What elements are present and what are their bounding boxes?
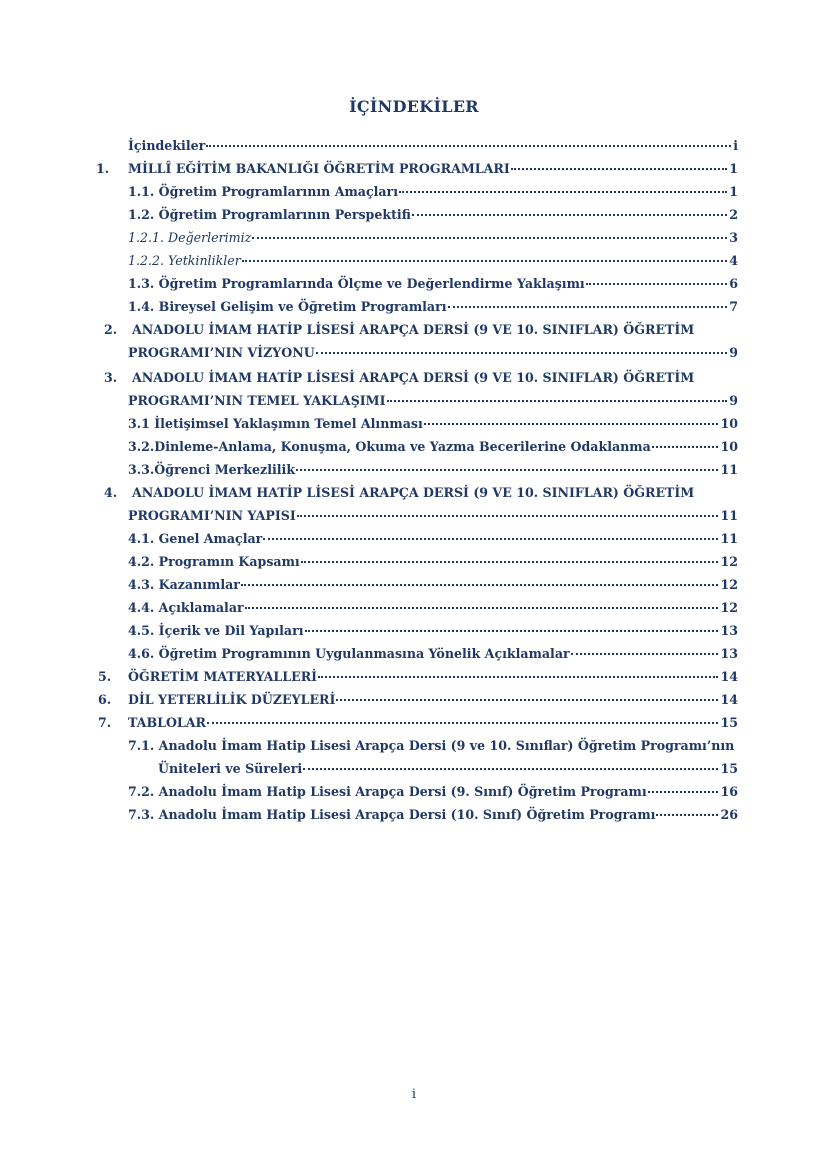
toc-entry-section-5[interactable] [128, 668, 738, 686]
toc-entry-1-2-2[interactable] [128, 252, 738, 270]
dot-leader [242, 250, 727, 262]
toc-entry-page: 14 [720, 669, 738, 684]
toc-entry-7-1[interactable] [158, 760, 738, 778]
toc-entry-page: 11 [720, 508, 738, 523]
dot-leader [241, 574, 719, 586]
toc-entry-label: İçindekiler [128, 138, 206, 153]
toc-entry-page: 6 [729, 276, 738, 291]
toc-entry-label: 4.5. İçerik ve Dil Yapıları [128, 623, 304, 638]
toc-entry-1-2-1[interactable] [128, 229, 738, 247]
dot-leader [387, 390, 728, 402]
toc-entry-page: 10 [720, 439, 738, 454]
toc-entry-section-4[interactable] [128, 507, 738, 525]
dot-leader [336, 689, 718, 701]
toc-entry-label: 1.4. Bireysel Gelişim ve Öğretim Programları [128, 299, 447, 314]
toc-entry-1-2[interactable] [128, 206, 738, 224]
toc-entry-label: 4.3. Kazanımlar [128, 577, 240, 592]
toc-entry-label: 4.4. Açıklamalar [128, 600, 244, 615]
dot-leader [316, 342, 728, 354]
toc-entry-page: 11 [720, 462, 738, 477]
toc-section-number: 5. [98, 669, 112, 684]
toc-entry-label: 3.1 İletişimsel Yaklaşımın Temel Alınması [128, 416, 423, 431]
dot-leader [207, 712, 718, 724]
toc-entry-4-1[interactable] [128, 530, 738, 548]
toc-entry-page: 16 [720, 784, 738, 799]
toc-entry-page: 15 [720, 715, 738, 730]
toc-entry-page: 26 [720, 807, 738, 822]
dot-leader [448, 296, 728, 308]
toc-entry-4-2[interactable] [128, 553, 738, 571]
dot-leader [656, 804, 718, 816]
toc-entry-label: Üniteleri ve Süreleri [158, 761, 303, 776]
toc-entry-section-2[interactable] [128, 344, 738, 362]
toc-entry-4-5[interactable] [128, 622, 738, 640]
toc-entry-label: 4.2. Programın Kapsamı [128, 554, 300, 569]
dot-leader [297, 505, 719, 517]
toc-entry-label: 1.3. Öğretim Programlarında Ölçme ve Değerlendirme Yaklaşımı [128, 276, 585, 291]
toc-entry-label: 1.1. Öğretim Programlarının Amaçları [128, 184, 398, 199]
toc-entry-section-6[interactable] [128, 691, 738, 709]
toc-entry-label-line1: ANADOLU İMAM HATİP LİSESİ ARAPÇA DERSİ (9 VE 10. SINIFLAR) ÖĞRETİM [132, 485, 695, 500]
page-number: i [411, 1087, 417, 1102]
toc-entry-page: 7 [729, 299, 738, 314]
toc-entry-page: 13 [720, 646, 738, 661]
dot-leader [571, 643, 719, 655]
dot-leader [301, 551, 719, 563]
toc-entry-contents[interactable] [128, 137, 738, 155]
toc-entry-page: 14 [720, 692, 738, 707]
toc-entry-label: 3.3.Öğrenci Merkezlilik [128, 462, 296, 477]
toc-entry-label: 7.2. Anadolu İmam Hatip Lisesi Arapça Dersi (9. Sınıf) Öğretim Programı [128, 784, 647, 799]
toc-entry-label: 3.2.Dinleme-Anlama, Konuşma, Okuma ve Yazma Becerilerine Odaklanma [128, 439, 651, 454]
toc-section-number: 7. [98, 715, 112, 730]
toc-entry-page: 12 [720, 577, 738, 592]
dot-leader [511, 158, 727, 170]
toc-entry-page: 1 [729, 184, 738, 199]
toc-entry-4-4[interactable] [128, 599, 738, 617]
dot-leader [303, 758, 718, 770]
dot-leader [296, 459, 718, 471]
toc-entry-page: 12 [720, 554, 738, 569]
toc-entry-label: TABLOLAR [128, 715, 207, 730]
toc-entry-page: 9 [729, 345, 738, 360]
toc-entry-section-1[interactable] [128, 160, 738, 178]
toc-entry-page: 9 [729, 393, 738, 408]
toc-entry-3-1[interactable] [128, 415, 738, 433]
toc-entry-4-3[interactable] [128, 576, 738, 594]
toc-entry-3-3[interactable] [128, 461, 738, 479]
toc-entry-page: 10 [720, 416, 738, 431]
toc-entry-page: 1 [729, 161, 738, 176]
dot-leader [206, 135, 731, 147]
toc-entry-label: 1.2.1. Değerlerimiz [128, 230, 252, 245]
toc-entry-label-line1: ANADOLU İMAM HATİP LİSESİ ARAPÇA DERSİ (9 VE 10. SINIFLAR) ÖĞRETİM [132, 322, 695, 337]
toc-entry-4-6[interactable] [128, 645, 738, 663]
toc-entry-1-3[interactable] [128, 275, 738, 293]
dot-leader [399, 181, 727, 193]
toc-entry-page: 11 [720, 531, 738, 546]
toc-entry-label: PROGRAMI’NIN VİZYONU [128, 345, 315, 360]
toc-entry-label-line1: ANADOLU İMAM HATİP LİSESİ ARAPÇA DERSİ (9 VE 10. SINIFLAR) ÖĞRETİM [132, 370, 695, 385]
toc-entry-page: 2 [729, 207, 738, 222]
toc-entry-label-line1: 7.1. Anadolu İmam Hatip Lisesi Arapça Dersi (9 ve 10. Sınıflar) Öğretim Programı’nın [128, 738, 735, 753]
toc-entry-7-3[interactable] [128, 806, 738, 824]
page-title: İÇİNDEKİLER [349, 97, 479, 116]
dot-leader [263, 528, 718, 540]
toc-entry-7-2[interactable] [128, 783, 738, 801]
toc-entry-page: 4 [729, 253, 738, 268]
toc-entry-page: i [733, 138, 738, 153]
toc-entry-label: MİLLÎ EĞİTİM BAKANLIĞI ÖĞRETİM PROGRAMLARI [128, 161, 510, 176]
toc-section-number: 6. [98, 692, 112, 707]
dot-leader [586, 273, 728, 285]
toc-entry-label: 1.2. Öğretim Programlarının Perspektifi [128, 207, 411, 222]
dot-leader [424, 413, 719, 425]
toc-entry-1-4[interactable] [128, 298, 738, 316]
dot-leader [252, 227, 727, 239]
dot-leader [412, 204, 727, 216]
toc-entry-page: 15 [720, 761, 738, 776]
toc-section-number: 3. [104, 370, 118, 385]
dot-leader [318, 666, 718, 678]
dot-leader [245, 597, 719, 609]
toc-entry-label: 7.3. Anadolu İmam Hatip Lisesi Arapça Dersi (10. Sınıf) Öğretim Programı [128, 807, 656, 822]
dot-leader [305, 620, 719, 632]
toc-entry-3-2[interactable] [128, 438, 738, 456]
toc-entry-label: 4.6. Öğretim Programının Uygulanmasına Yönelik Açıklamalar [128, 646, 570, 661]
toc-entry-label: 4.1. Genel Amaçlar [128, 531, 263, 546]
toc-section-number: 4. [104, 485, 118, 500]
dot-leader [648, 781, 719, 793]
toc-entry-label: ÖĞRETİM MATERYALLERİ [128, 669, 318, 684]
toc-entry-section-3[interactable] [128, 392, 738, 410]
toc-section-number: 1. [96, 161, 110, 176]
toc-entry-label: PROGRAMI’NIN TEMEL YAKLAŞIMI [128, 393, 386, 408]
toc-entry-page: 3 [729, 230, 738, 245]
toc-entry-label: 1.2.2. Yetkinlikler [128, 253, 241, 268]
toc-entry-section-7[interactable] [128, 714, 738, 732]
toc-entry-label: PROGRAMI’NIN YAPISI [128, 508, 296, 523]
toc-entry-page: 12 [720, 600, 738, 615]
toc-section-number: 2. [104, 322, 118, 337]
dot-leader [652, 436, 719, 448]
toc-entry-label: DİL YETERLİLİK DÜZEYLERİ [128, 692, 336, 707]
toc-entry-1-1[interactable] [128, 183, 738, 201]
toc-entry-page: 13 [720, 623, 738, 638]
